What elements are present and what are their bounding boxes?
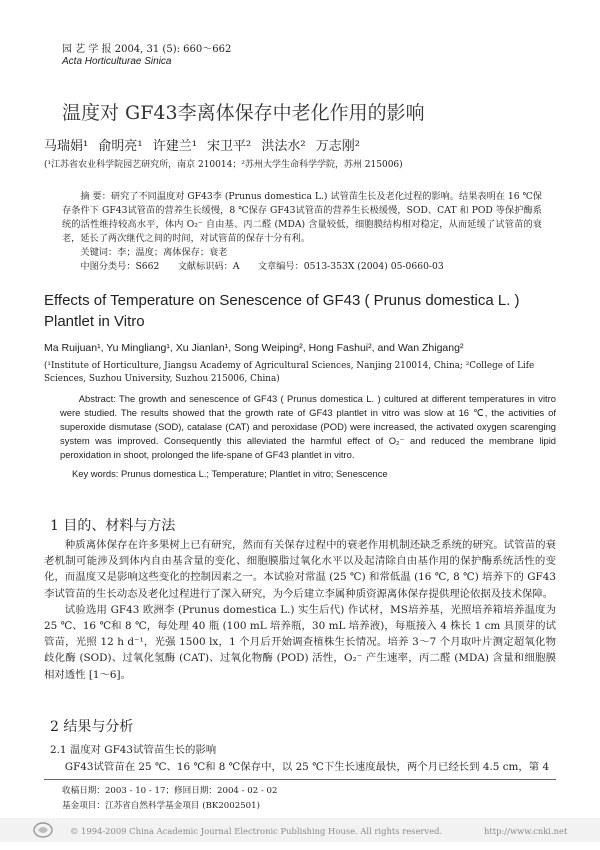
footnote-divider [44, 779, 556, 780]
journal-citation: 园 艺 学 报 2004, 31 (5): 660～662 [62, 44, 232, 55]
keywords-chinese: 关键词：李；温度；离体保存；衰老 [80, 247, 228, 258]
keywords-english: Key words: Prunus domestica L.; Temperature; Plantlet in vitro; Senescence [72, 468, 388, 479]
footnotes [62, 784, 277, 813]
section-2-paragraph-1: GF43试管苗在 25 ℃、16 ℃和 8 ℃保存中，以 25 ℃下生长速度最快，两个月已经长到 4.5 cm，第 4 [64, 761, 550, 773]
abstract-english: Abstract: The growth and senescence of GF43 ( Prunus domestica L. ) cultured at different temperatures in vitro were studied. The results showed that the growth rate of GF43 plantlet in vitro was slow at 16 ℃, the activities of superoxide dismutase (SOD), catalase (CAT) and peroxidase (POD) were increased, the activated oxygen scarenging system was improved. Consequently this alleviated the harmful effect of O₂⁻ and reduced the membrane lipid peroxidation in shoot, prolonged the life-spane of GF43 plantlet in vitro. [60, 393, 556, 460]
authors-english: Ma Ruijuan¹, Yu Mingliang¹, Xu Jianlan¹, Song Weiping², Hong Fashui², and Wan Zhigang² [44, 342, 464, 354]
section-2-heading: 2 结果与分析 [50, 719, 134, 735]
abstract-chinese-block [62, 190, 542, 274]
copyright-notice: © 1994-2009 China Academic Journal Electronic Publishing House. All rights reserved. [70, 826, 443, 836]
section-1-paragraph-2: 试验选用 GF43 欧洲李 (Prunus domestica L.) 实生后代) 作试材，MS培养基，光照培养箱培养温度为 25 ℃、16 ℃和 8 ℃，每处理 40 瓶 (100 mL 培养瓶，30 mL 培养液)，每瓶接入 4 株长 1 cm 具顶芽的试管苗，光照 12 h d⁻¹，光强 1500 lx，1 个月后开始调查植株生长情况。培养 3～7 个月取叶片测定超氧化物歧化酶 (SOD)、过氧化氢酶 (CAT)、过氧化物酶 (POD) 活性，O₂⁻ 产生速率，丙二醛 (MDA) 含量和细胞膜相对透性 [1～6]。 [44, 603, 556, 681]
cnki-logo-icon [32, 821, 54, 839]
abstract-chinese: 摘 要：研究了不同温度对 GF43李 (Prunus domestica L.) 试管苗生长及老化过程的影响。结果表明在 16 ℃保存条件下 GF43试管苗的营养生长缓慢，8 ℃保存 GF43试管苗的营养生长极缓慢，SOD、CAT 和 POD 等保护酶系统的活性维持较高水平，体内 O₂⁻ 自由基、丙二醛 (MDA) 含量较低，细胞膜结构相对稳定，从而延缓了试管苗的衰老，延长了两次继代之间的时间，对试管苗的保存十分有利。 [62, 191, 542, 244]
site-url[interactable]: http://www.cnki.net [484, 826, 568, 836]
footnote-fund: 基金项目：江苏省自然科学基金项目 (BK2002501) [62, 800, 260, 811]
subsection-2-1-heading: 2.1 温度对 GF43试管苗生长的影响 [50, 744, 217, 756]
affiliation-english: (¹Institute of Horticulture, Jiangsu Academy of Agricultural Sciences, Nanjing 210014, China; ²College of Life Sciences, Suzhou University, Suzhou 215006, China) [44, 361, 535, 384]
authors-chinese: 马瑞娟¹ 俞明亮¹ 许建兰¹ 宋卫平² 洪法水² 万志刚² [44, 139, 360, 154]
section-1-paragraph-1: 种质离体保存在许多果树上已有研究，然而有关保存过程中的衰老作用机制还缺乏系统的研究。试管苗的衰老机制可能涉及到体内自由基含量的变化、细胞膜脂过氧化水平以及起清除自由基作用的保护酶系统活性的变化，而温度又是影响这些变化的控制因素之一。本试验对常温 (25 ℃) 和常低温 (16 ℃, 8 ℃) 培养下的 GF43李试管苗的生长动态及老化过程进行了深入研究，为今后建立李属种质资源离体保存提供理论依据及技术保障。 [44, 539, 556, 600]
affiliation-chinese: (¹江苏省农业科学院园艺研究所，南京 210014；²苏州大学生命科学学院，苏州 215006) [44, 160, 403, 170]
journal-header [62, 44, 231, 68]
classification-chinese: 中图分类号：S662 文献标识码：A 文章编号：0513-353X (2004) 05-0660-03 [80, 261, 444, 272]
title-english: Effects of Temperature on Senescence of GF43 ( Prunus domestica L. ) Plantlet in Vitro [44, 292, 520, 330]
section-1-heading: 1 目的、材料与方法 [50, 518, 176, 534]
title-chinese: 温度对 GF43李离体保存中老化作用的影响 [62, 102, 425, 124]
section-1-body [44, 537, 556, 683]
footnote-received: 收稿日期：2003 - 10 - 17；修回日期：2004 - 02 - 02 [62, 786, 278, 796]
journal-name-en: Acta Horticulturae Sinica [62, 56, 172, 67]
